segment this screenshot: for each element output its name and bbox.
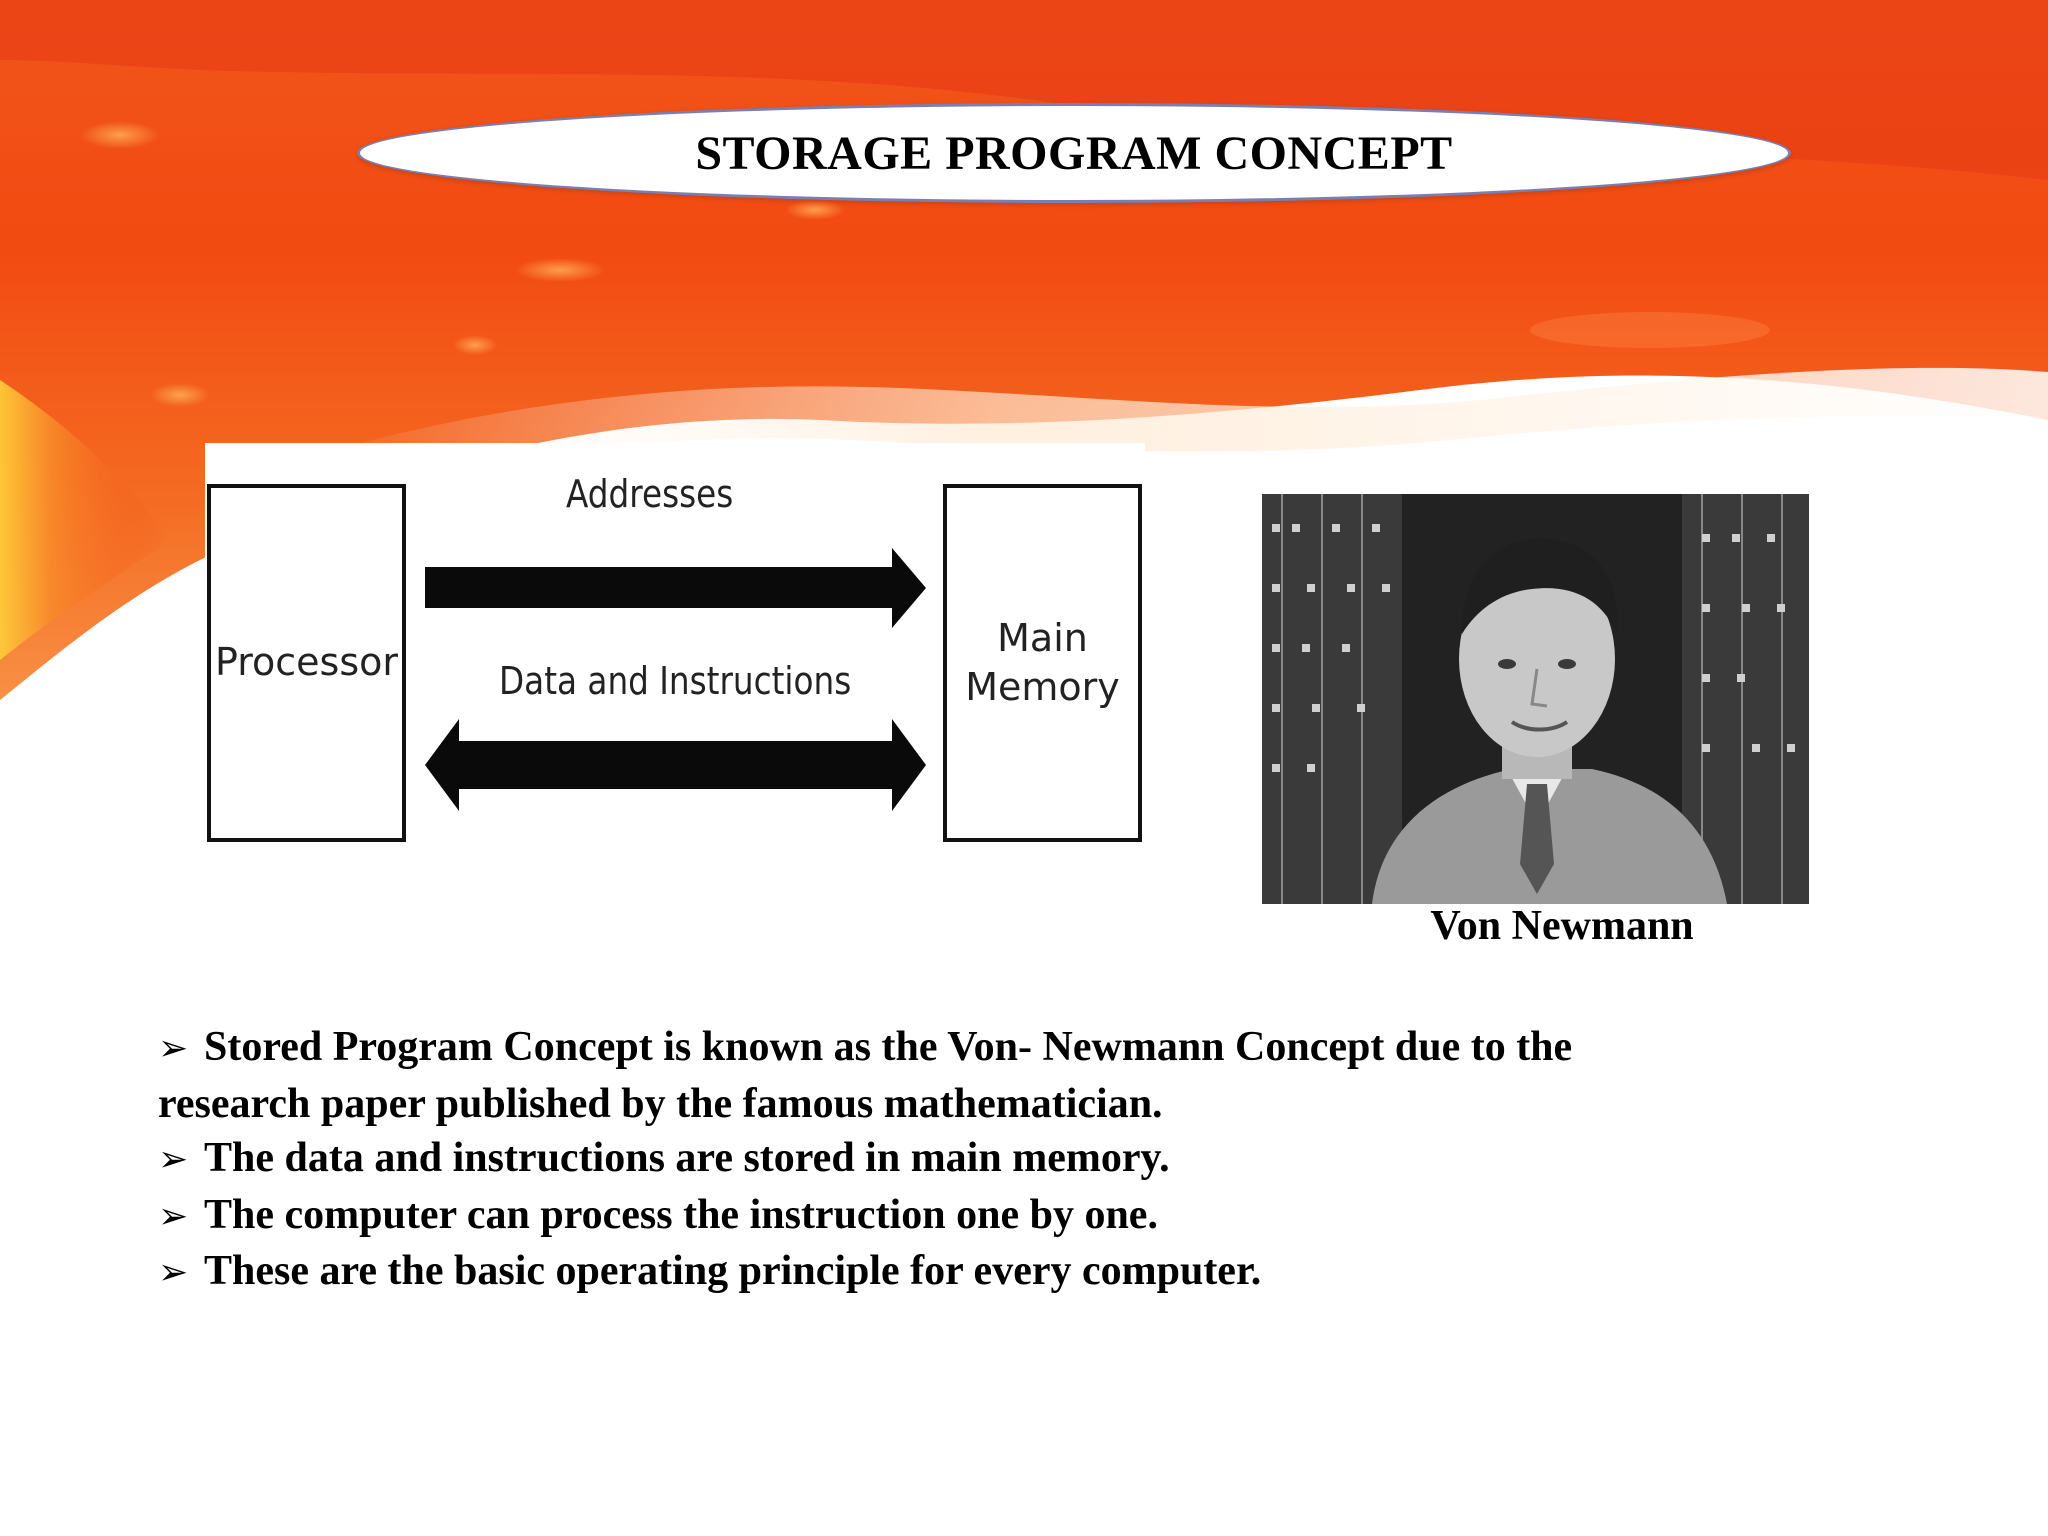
portrait-caption: Von Newmann: [1430, 903, 1694, 949]
addresses-label: Addresses: [566, 472, 734, 516]
arrowhead-bullet-icon: ➢: [158, 1139, 189, 1180]
bullet-item: [158, 1020, 1758, 1077]
slide-title: STORAGE PROGRAM CONCEPT: [695, 126, 1453, 180]
bullet-item: [158, 1244, 1758, 1301]
arrowhead-bullet-icon: ➢: [158, 1195, 189, 1237]
bullet-item-continuation: [158, 1077, 1758, 1132]
processor-label: Processor: [214, 640, 399, 685]
bullet-item: [158, 1131, 1758, 1188]
bullet-list: [158, 1020, 1758, 1301]
bullet-text: Stored Program Concept is known as the Von- Newmann Concept due to the: [204, 1024, 1573, 1070]
arrowhead-bullet-icon: ➢: [158, 1028, 189, 1069]
memory-label-line1: Main: [997, 615, 1088, 660]
von-neumann-portrait: [1262, 494, 1809, 904]
bullet-text: These are the basic operating principle for every computer.: [204, 1248, 1262, 1294]
arrowhead-bullet-icon: ➢: [158, 1252, 189, 1293]
bullet-text: The data and instructions are stored in main memory.: [204, 1135, 1170, 1181]
data-instructions-label: Data and Instructions: [499, 659, 852, 703]
memory-label-line2: Memory: [965, 665, 1120, 709]
processor-box: [207, 484, 406, 842]
bullet-item: [158, 1188, 1758, 1245]
bullet-text: The computer can process the instruction one by one.: [204, 1191, 1158, 1238]
main-memory-box: [943, 484, 1142, 842]
bullet-text: research paper published by the famous mathematician.: [158, 1080, 1163, 1127]
